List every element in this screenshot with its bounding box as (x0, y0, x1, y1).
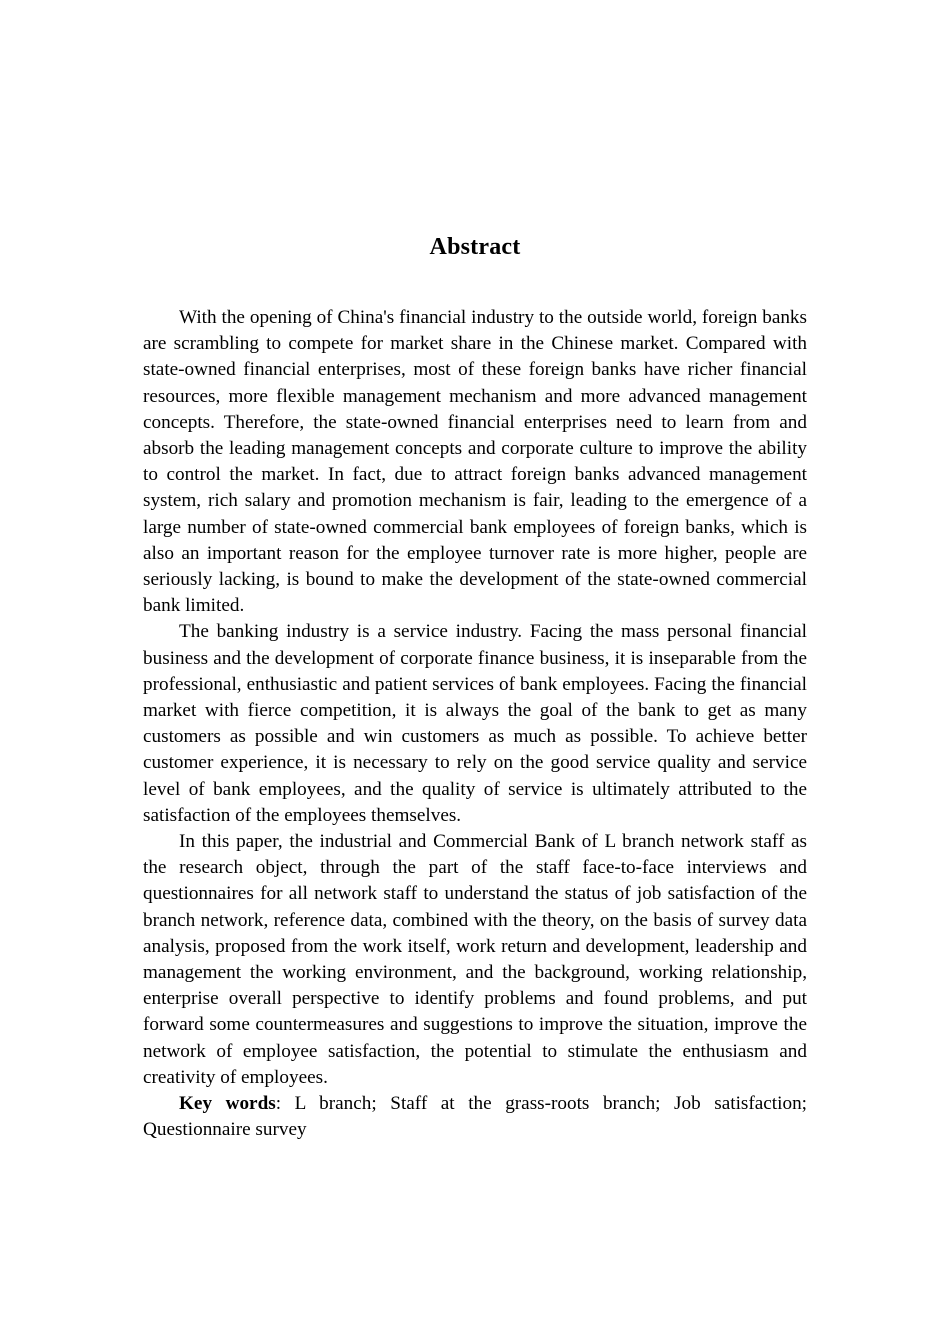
keywords-value: L branch; Staff at the grass-roots branch; Job satisfaction; Questionnaire survey (143, 1093, 807, 1141)
abstract-paragraph-2: The banking industry is a service industry. Facing the mass personal financial business and the development of corporate finance business, it is inseparable from the professional, enthusiastic and patient services of bank employees. Facing the financial market with fierce competition, it is always the goal of the bank to get as many customers as possible and win customers as much as possible. To achieve better customer experience, it is necessary to rely on the good service quality and service level of bank employees, and the quality of service is ultimately attributed to the satisfaction of the employees themselves. (143, 621, 807, 826)
page-title: Abstract (429, 234, 521, 260)
abstract-paragraph-3: In this paper, the industrial and Commercial Bank of L branch network staff as the research object, through the part of the staff face-to-face interviews and questionnaires for all network staff to understand the status of job satisfaction of the branch network, reference data, combined with the theory, on the basis of survey data analysis, proposed from the work itself, work return and development, leadership and management the working environment, and the background, working relationship, enterprise overall perspective to identify problems and found problems, and put forward some countermeasures and suggestions to improve the situation, improve the network of employee satisfaction, the potential to stimulate the enthusiasm and creativity of employees. (143, 831, 807, 1088)
keywords-label: Key words (179, 1093, 276, 1115)
abstract-body (143, 305, 807, 1144)
abstract-paragraph-1: With the opening of China's financial industry to the outside world, foreign banks are scrambling to compete for market share in the Chinese market. Compared with state-owned financial enterprises, most of these foreign banks have richer financial resources, more flexible management mechanism and more advanced management concepts. Therefore, the state-owned financial enterprises need to learn from and absorb the leading management concepts and corporate culture to improve the ability to control the market. In fact, due to attract foreign banks advanced management system, rich salary and promotion mechanism is fair, leading to the emergence of a large number of state-owned commercial bank employees of foreign banks, which is also an important reason for the employee turnover rate is more higher, people are seriously lacking, is bound to make the development of the state-owned commercial bank limited. (143, 307, 807, 617)
keywords-paragraph (143, 1091, 807, 1143)
keywords-separator: : (275, 1093, 295, 1115)
